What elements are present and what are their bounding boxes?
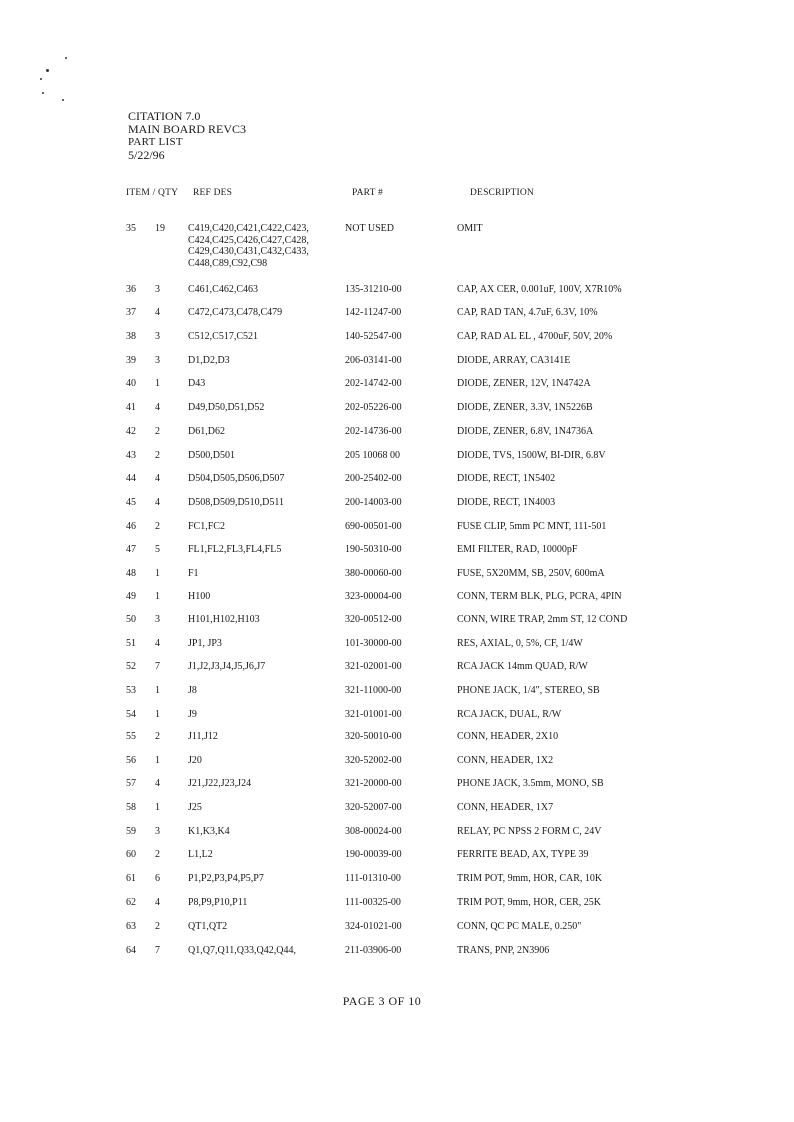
item-number: 58 <box>126 802 136 813</box>
table-row <box>0 284 794 304</box>
reference-designators: FL1,FL2,FL3,FL4,FL5 <box>188 544 282 555</box>
reference-designators: C472,C473,C478,C479 <box>188 307 283 318</box>
part-description: DIODE, RECT, 1N5402 <box>457 473 556 484</box>
reference-designators: K1,K3,K4 <box>188 826 230 837</box>
part-number: 321-11000-00 <box>345 685 402 696</box>
table-row <box>0 873 794 893</box>
table-row <box>0 638 794 658</box>
quantity: 4 <box>155 897 160 908</box>
part-description: CONN, WIRE TRAP, 2mm ST, 12 COND <box>457 614 628 625</box>
page-footer <box>0 994 794 1009</box>
part-number: 320-52007-00 <box>345 802 402 813</box>
part-number: 324-01021-00 <box>345 921 402 932</box>
table-row <box>0 544 794 564</box>
part-number: 111-00325-00 <box>345 897 401 908</box>
reference-designators: L1,L2 <box>188 849 213 860</box>
part-number: 321-01001-00 <box>345 709 402 720</box>
reference-designators: J1,J2,J3,J4,J5,J6,J7 <box>188 661 266 672</box>
table-row <box>0 223 794 269</box>
item-number: 36 <box>126 284 136 295</box>
quantity: 1 <box>155 568 160 579</box>
item-number: 52 <box>126 661 136 672</box>
part-description: TRIM POT, 9mm, HOR, CAR, 10K <box>457 873 603 884</box>
product-title: CITATION 7.0 <box>128 109 201 123</box>
item-number: 57 <box>126 778 136 789</box>
part-description: DIODE, ZENER, 6.8V, 1N4736A <box>457 426 594 437</box>
board-name: MAIN BOARD REVC3 <box>128 122 247 136</box>
item-number: 40 <box>126 378 136 389</box>
table-row <box>0 450 794 470</box>
table-row <box>0 755 794 775</box>
page-number: PAGE 3 OF 10 <box>342 994 422 1008</box>
table-row <box>0 307 794 327</box>
column-header-description: DESCRIPTION <box>470 188 534 198</box>
part-description: RCA JACK 14mm QUAD, R/W <box>457 661 588 672</box>
item-number: 63 <box>126 921 136 932</box>
part-description: PHONE JACK, 3.5mm, MONO, SB <box>457 778 604 789</box>
quantity: 4 <box>155 497 160 508</box>
reference-designators: C512,C517,C521 <box>188 331 259 342</box>
quantity: 1 <box>155 709 160 720</box>
part-description: EMI FILTER, RAD, 10000pF <box>457 544 578 555</box>
part-description: RCA JACK, DUAL, R/W <box>457 709 562 720</box>
part-description: TRANS, PNP, 2N3906 <box>457 945 550 956</box>
document-date: 5/22/96 <box>128 148 165 162</box>
table-row <box>0 661 794 681</box>
part-number: 205 10068 00 <box>345 450 400 461</box>
reference-designators: D1,D2,D3 <box>188 355 230 366</box>
part-number: 101-30000-00 <box>345 638 402 649</box>
quantity: 1 <box>155 378 160 389</box>
part-description: CAP, RAD TAN, 4.7uF, 6.3V, 10% <box>457 307 598 318</box>
part-number: 200-25402-00 <box>345 473 402 484</box>
table-row <box>0 849 794 869</box>
part-description: FUSE CLIP, 5mm PC MNT, 111-501 <box>457 521 607 532</box>
table-row <box>0 731 794 751</box>
quantity: 4 <box>155 402 160 413</box>
quantity: 19 <box>155 223 165 234</box>
part-description: CONN, HEADER, 2X10 <box>457 731 559 742</box>
reference-designators: JP1, JP3 <box>188 638 222 649</box>
table-row <box>0 897 794 917</box>
reference-designators: P8,P9,P10,P11 <box>188 897 248 908</box>
quantity: 7 <box>155 945 160 956</box>
quantity: 2 <box>155 521 160 532</box>
reference-designators: J11,J12 <box>188 731 218 742</box>
item-number: 43 <box>126 450 136 461</box>
item-number: 55 <box>126 731 136 742</box>
reference-designators: D49,D50,D51,D52 <box>188 402 265 413</box>
table-row <box>0 568 794 588</box>
part-number: 206-03141-00 <box>345 355 402 366</box>
quantity: 1 <box>155 755 160 766</box>
part-description: FERRITE BEAD, AX, TYPE 39 <box>457 849 589 860</box>
part-description: DIODE, ZENER, 3.3V, 1N5226B <box>457 402 593 413</box>
table-row <box>0 826 794 846</box>
table-row <box>0 402 794 422</box>
quantity: 3 <box>155 614 160 625</box>
quantity: 6 <box>155 873 160 884</box>
column-header-part: PART # <box>352 188 383 198</box>
part-description: CAP, RAD AL EL , 4700uF, 50V, 20% <box>457 331 613 342</box>
item-number: 41 <box>126 402 136 413</box>
reference-designators: D61,D62 <box>188 426 225 437</box>
reference-designators: D504,D505,D506,D507 <box>188 473 285 484</box>
part-number: 321-20000-00 <box>345 778 402 789</box>
item-number: 50 <box>126 614 136 625</box>
part-description: FUSE, 5X20MM, SB, 250V, 600mA <box>457 568 605 579</box>
item-number: 53 <box>126 685 136 696</box>
quantity: 3 <box>155 284 160 295</box>
item-number: 42 <box>126 426 136 437</box>
part-number: 320-52002-00 <box>345 755 402 766</box>
quantity: 4 <box>155 307 160 318</box>
part-number: 135-31210-00 <box>345 284 402 295</box>
table-row <box>0 521 794 541</box>
item-number: 64 <box>126 945 136 956</box>
quantity: 2 <box>155 426 160 437</box>
part-number: 142-11247-00 <box>345 307 402 318</box>
part-description: TRIM POT, 9mm, HOR, CER, 25K <box>457 897 601 908</box>
part-description: RELAY, PC NPSS 2 FORM C, 24V <box>457 826 602 837</box>
reference-designators: P1,P2,P3,P4,P5,P7 <box>188 873 264 884</box>
part-number: 202-05226-00 <box>345 402 402 413</box>
reference-designators: D500,D501 <box>188 450 235 461</box>
reference-designators: H101,H102,H103 <box>188 614 260 625</box>
table-row <box>0 591 794 611</box>
reference-designators: F1 <box>188 568 199 579</box>
table-row <box>0 355 794 375</box>
list-subtitle: PART LIST <box>128 136 183 148</box>
table-row <box>0 921 794 941</box>
part-number: 190-00039-00 <box>345 849 402 860</box>
quantity: 1 <box>155 591 160 602</box>
reference-designators: C461,C462,C463 <box>188 284 259 295</box>
item-number: 60 <box>126 849 136 860</box>
quantity: 4 <box>155 473 160 484</box>
item-number: 61 <box>126 873 136 884</box>
quantity: 2 <box>155 849 160 860</box>
item-number: 48 <box>126 568 136 579</box>
reference-designators: D508,D509,D510,D511 <box>188 497 285 508</box>
part-number: 380-00060-00 <box>345 568 402 579</box>
part-description: DIODE, TVS, 1500W, BI-DIR, 6.8V <box>457 450 606 461</box>
table-row <box>0 426 794 446</box>
table-row <box>0 709 794 729</box>
item-number: 49 <box>126 591 136 602</box>
quantity: 3 <box>155 355 160 366</box>
table-row <box>0 473 794 493</box>
quantity: 5 <box>155 544 160 555</box>
table-row <box>0 778 794 798</box>
item-number: 38 <box>126 331 136 342</box>
part-description: CONN, QC PC MALE, 0.250" <box>457 921 582 932</box>
reference-designators: J25 <box>188 802 202 813</box>
part-number: NOT USED <box>345 223 394 234</box>
reference-designators: J20 <box>188 755 202 766</box>
quantity: 3 <box>155 826 160 837</box>
quantity: 4 <box>155 638 160 649</box>
item-number: 45 <box>126 497 136 508</box>
table-row <box>0 378 794 398</box>
reference-designators: C419,C420,C421,C422,C423, C424,C425,C426,C427,C428, C429,C430,C431,C432,C433, C448,C89,C92,C98 <box>188 223 309 269</box>
item-number: 54 <box>126 709 136 720</box>
reference-designators: H100 <box>188 591 211 602</box>
part-number: 140-52547-00 <box>345 331 402 342</box>
part-number: 320-50010-00 <box>345 731 402 742</box>
reference-designators: J21,J22,J23,J24 <box>188 778 252 789</box>
table-row <box>0 685 794 705</box>
part-number: 321-02001-00 <box>345 661 402 672</box>
quantity: 4 <box>155 778 160 789</box>
quantity: 1 <box>155 802 160 813</box>
part-description: DIODE, RECT, 1N4003 <box>457 497 556 508</box>
table-row <box>0 614 794 634</box>
part-description: OMIT <box>457 223 483 234</box>
item-number: 39 <box>126 355 136 366</box>
part-description: RES, AXIAL, 0, 5%, CF, 1/4W <box>457 638 583 649</box>
quantity: 2 <box>155 450 160 461</box>
table-row <box>0 945 794 965</box>
part-description: CONN, TERM BLK, PLG, PCRA, 4PIN <box>457 591 622 602</box>
reference-designators: FC1,FC2 <box>188 521 225 532</box>
item-number: 59 <box>126 826 136 837</box>
reference-designators: J8 <box>188 685 197 696</box>
item-number: 37 <box>126 307 136 318</box>
part-number: 308-00024-00 <box>345 826 402 837</box>
item-number: 47 <box>126 544 136 555</box>
part-description: CAP, AX CER, 0.001uF, 100V, X7R10% <box>457 284 622 295</box>
part-description: CONN, HEADER, 1X2 <box>457 755 554 766</box>
part-description: CONN, HEADER, 1X7 <box>457 802 554 813</box>
quantity: 3 <box>155 331 160 342</box>
part-number: 202-14736-00 <box>345 426 402 437</box>
reference-designators: J9 <box>188 709 197 720</box>
column-header-item-qty: ITEM / QTY <box>126 188 179 198</box>
part-number: 211-03906-00 <box>345 945 402 956</box>
item-number: 46 <box>126 521 136 532</box>
item-number: 44 <box>126 473 136 484</box>
part-number: 190-50310-00 <box>345 544 402 555</box>
table-row <box>0 497 794 517</box>
part-number: 200-14003-00 <box>345 497 402 508</box>
item-number: 35 <box>126 223 136 234</box>
table-row <box>0 802 794 822</box>
part-number: 320-00512-00 <box>345 614 402 625</box>
part-number: 323-00004-00 <box>345 591 402 602</box>
item-number: 56 <box>126 755 136 766</box>
quantity: 2 <box>155 921 160 932</box>
reference-designators: QT1,QT2 <box>188 921 228 932</box>
part-description: DIODE, ZENER, 12V, 1N4742A <box>457 378 591 389</box>
part-description: DIODE, ARRAY, CA3141E <box>457 355 571 366</box>
table-row <box>0 331 794 351</box>
reference-designators: Q1,Q7,Q11,Q33,Q42,Q44, <box>188 945 296 956</box>
part-number: 111-01310-00 <box>345 873 401 884</box>
quantity: 1 <box>155 685 160 696</box>
quantity: 2 <box>155 731 160 742</box>
reference-designators: D43 <box>188 378 206 389</box>
quantity: 7 <box>155 661 160 672</box>
part-number: 202-14742-00 <box>345 378 402 389</box>
part-description: PHONE JACK, 1/4", STEREO, SB <box>457 685 600 696</box>
column-header-ref-des: REF DES <box>193 188 233 198</box>
part-number: 690-00501-00 <box>345 521 402 532</box>
item-number: 62 <box>126 897 136 908</box>
item-number: 51 <box>126 638 136 649</box>
